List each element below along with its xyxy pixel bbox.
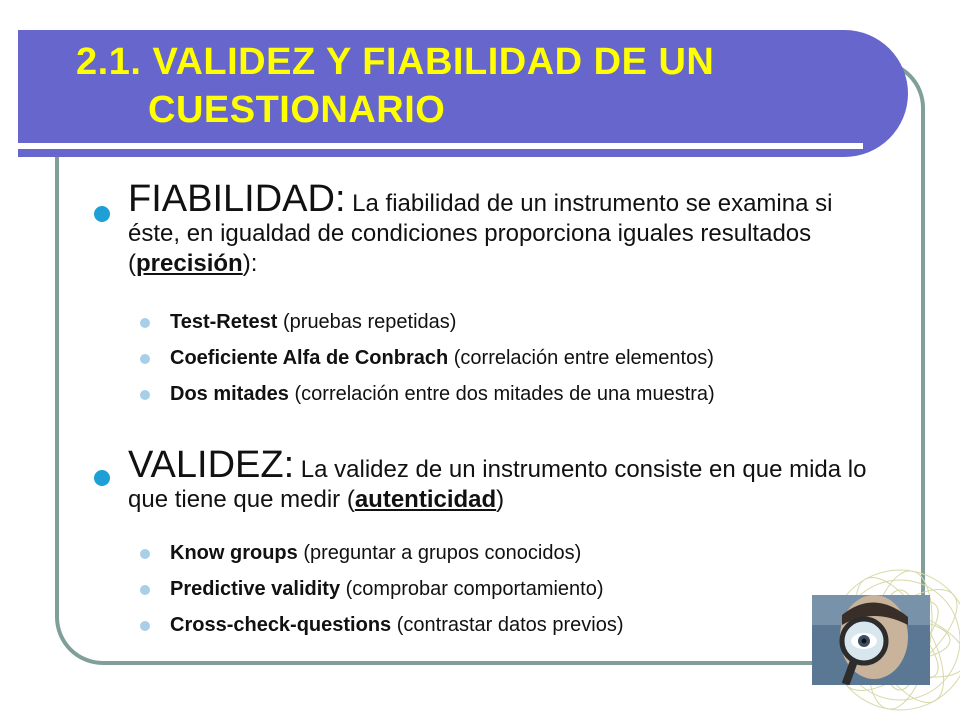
title-line-2: CUESTIONARIO [148,89,446,131]
heading-fiabilidad: FIABILIDAD: [128,178,346,220]
list-item-know-groups [170,541,581,565]
item-term: Cross-check-questions [170,614,392,636]
emphasis-precision: precisión [136,250,243,277]
section-validez-text [128,444,888,515]
list-item-test-retest [170,310,456,334]
fiabilidad-tail: ): [242,250,258,277]
item-term: Dos mitades [170,383,289,405]
sub-bullet [140,621,150,631]
item-term: Test-Retest [170,311,278,333]
section-fiabilidad-text [128,178,888,279]
sub-bullet [140,549,150,559]
item-desc: (pruebas repetidas) [277,311,457,333]
item-desc: (correlación entre elementos) [448,347,714,369]
sub-bullet [140,585,150,595]
item-desc: (contrastar datos previos) [391,614,624,636]
item-desc: (correlación entre dos mitades de una muestra) [288,383,715,405]
title-underline [18,143,863,149]
list-item-alfa-conbrach [170,346,714,370]
heading-validez: VALIDEZ: [128,444,295,486]
sub-bullet [140,390,150,400]
sub-bullet [140,354,150,364]
item-term: Predictive validity [170,578,341,600]
sub-bullet [140,318,150,328]
fiabilidad-body: La fiabilidad de un instrumento se examina si éste, en igualdad de condiciones proporciona iguales resultados ( [128,190,833,277]
item-term: Know groups [170,542,298,564]
item-desc: (preguntar a grupos conocidos) [297,542,582,564]
slide-title [76,38,714,134]
list-item-dos-mitades [170,382,715,406]
list-item-cross-check [170,613,624,637]
item-desc: (comprobar comportamiento) [340,578,604,600]
emphasis-autenticidad: autenticidad [354,486,497,513]
item-term: Coeficiente Alfa de Conbrach [170,347,449,369]
magnifying-glass-eye-photo-icon [812,595,930,685]
validez-tail: ) [496,486,505,513]
bullet-validez [94,470,110,486]
validez-body: La validez de un instrumento consiste en que mida lo que tiene que medir ( [128,456,867,513]
bullet-fiabilidad [94,206,110,222]
list-item-predictive-validity [170,577,604,601]
title-line-1: 2.1. VALIDEZ Y FIABILIDAD DE UN [76,41,715,83]
